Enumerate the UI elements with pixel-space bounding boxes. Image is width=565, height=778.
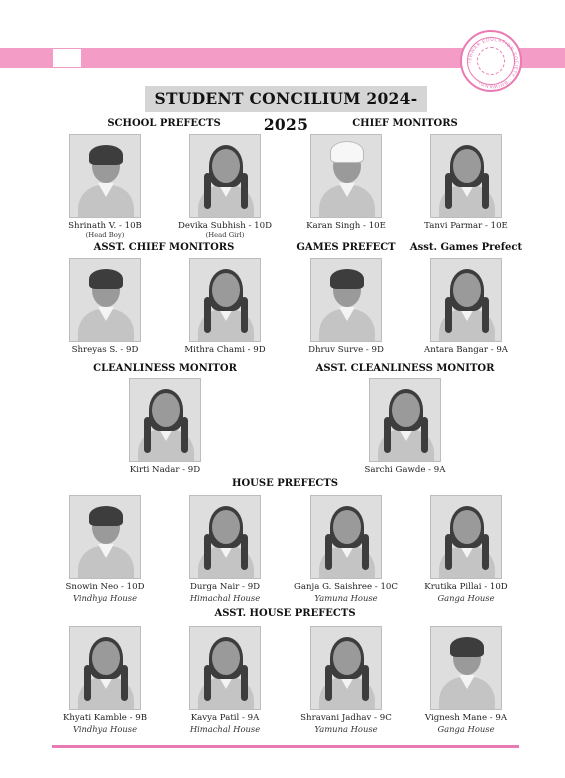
student-name: Shrinath V. - 10B [68, 221, 142, 231]
student-card [406, 258, 526, 355]
house-name: Himachal House [189, 593, 261, 603]
student-name: Tanvi Parmar - 10E [424, 221, 508, 231]
student-name: Vignesh Mane - 9A [424, 713, 508, 723]
house-name: Yamuna House [314, 724, 378, 734]
student-photo [189, 626, 261, 710]
student-name: Shravani Jadhav - 9C [300, 713, 392, 723]
student-photo [189, 258, 261, 342]
student-photo [310, 258, 382, 342]
student-photo [430, 258, 502, 342]
heading-house-prefects: HOUSE PREFECTS [231, 478, 339, 489]
student-role-note: (Head Girl) [205, 231, 245, 239]
student-card [286, 626, 406, 734]
student-photo [310, 134, 382, 218]
student-name: Snowin Neo - 10D [65, 582, 145, 592]
heading-asst-games-prefect: Asst. Games Prefect [409, 242, 523, 253]
student-card [406, 495, 526, 603]
student-name: Durga Nair - 9D [189, 582, 261, 592]
student-card [165, 495, 285, 603]
student-photo [69, 134, 141, 218]
student-card [165, 134, 285, 239]
heading-school-prefects: SCHOOL PREFECTS [107, 118, 221, 129]
student-name: Kirti Nadar - 9D [129, 465, 201, 475]
house-name: Vindhya House [72, 593, 138, 603]
student-name: Ganja G. Saishree - 10C [294, 582, 398, 592]
student-card [45, 134, 165, 239]
student-card [45, 495, 165, 603]
student-photo [69, 495, 141, 579]
house-name: Yamuna House [314, 593, 378, 603]
student-role-note: (Head Boy) [85, 231, 125, 239]
student-photo [189, 134, 261, 218]
house-name: Vindhya House [72, 724, 138, 734]
school-seal-logo [460, 30, 522, 92]
student-card [45, 258, 165, 355]
student-name: Mithra Chami - 9D [184, 345, 266, 355]
student-name: Dhruv Surve - 9D [308, 345, 384, 355]
heading-cleanliness-monitor: CLEANLINESS MONITOR [93, 363, 237, 374]
student-card [165, 258, 285, 355]
student-photo [69, 258, 141, 342]
house-name: Himachal House [189, 724, 261, 734]
bottom-pink-rule [52, 745, 519, 748]
student-name: Khyati Kamble - 9B [62, 713, 148, 723]
student-card [45, 626, 165, 734]
student-photo [430, 495, 502, 579]
student-name: Devika Subhish - 10D [178, 221, 272, 231]
student-photo [369, 378, 441, 462]
student-photo [310, 626, 382, 710]
seal-lettering [462, 32, 524, 94]
student-photo [430, 134, 502, 218]
student-name: Karan Singh - 10E [306, 221, 386, 231]
heading-asst-cleanliness-monitor: ASST. CLEANLINESS MONITOR [315, 363, 495, 374]
student-card [286, 495, 406, 603]
student-photo [310, 495, 382, 579]
student-card [286, 258, 406, 355]
student-name: Antara Bangar - 9A [423, 345, 509, 355]
student-card [345, 378, 465, 475]
heading-asst-chief-monitors: ASST. CHIEF MONITORS [93, 242, 235, 253]
student-photo [430, 626, 502, 710]
student-photo [129, 378, 201, 462]
student-photo [69, 626, 141, 710]
page-number-box [52, 48, 82, 68]
student-card [165, 626, 285, 734]
student-card [105, 378, 225, 475]
student-card [406, 134, 526, 231]
student-name: Sarchi Gawde - 9A [364, 465, 446, 475]
heading-games-prefect: GAMES PREFECT [296, 242, 396, 253]
heading-chief-monitors: CHIEF MONITORS [352, 118, 458, 129]
student-card [406, 626, 526, 734]
student-card [286, 134, 406, 231]
student-name: Kavya Patil - 9A [190, 713, 260, 723]
house-name: Ganga House [437, 593, 495, 603]
student-photo [189, 495, 261, 579]
house-name: Ganga House [437, 724, 495, 734]
page-title: STUDENT CONCILIUM 2024-2025 [145, 86, 427, 112]
heading-asst-house-prefects: ASST. HOUSE PREFECTS [214, 608, 356, 619]
svg-text:ISHWAR EDUCATION SOCIETY · BHI: ISHWAR EDUCATION SOCIETY · BHIWANDI [467, 37, 519, 89]
student-name: Krutika Pillai - 10D [424, 582, 508, 592]
student-name: Shreyas S. - 9D [71, 345, 139, 355]
